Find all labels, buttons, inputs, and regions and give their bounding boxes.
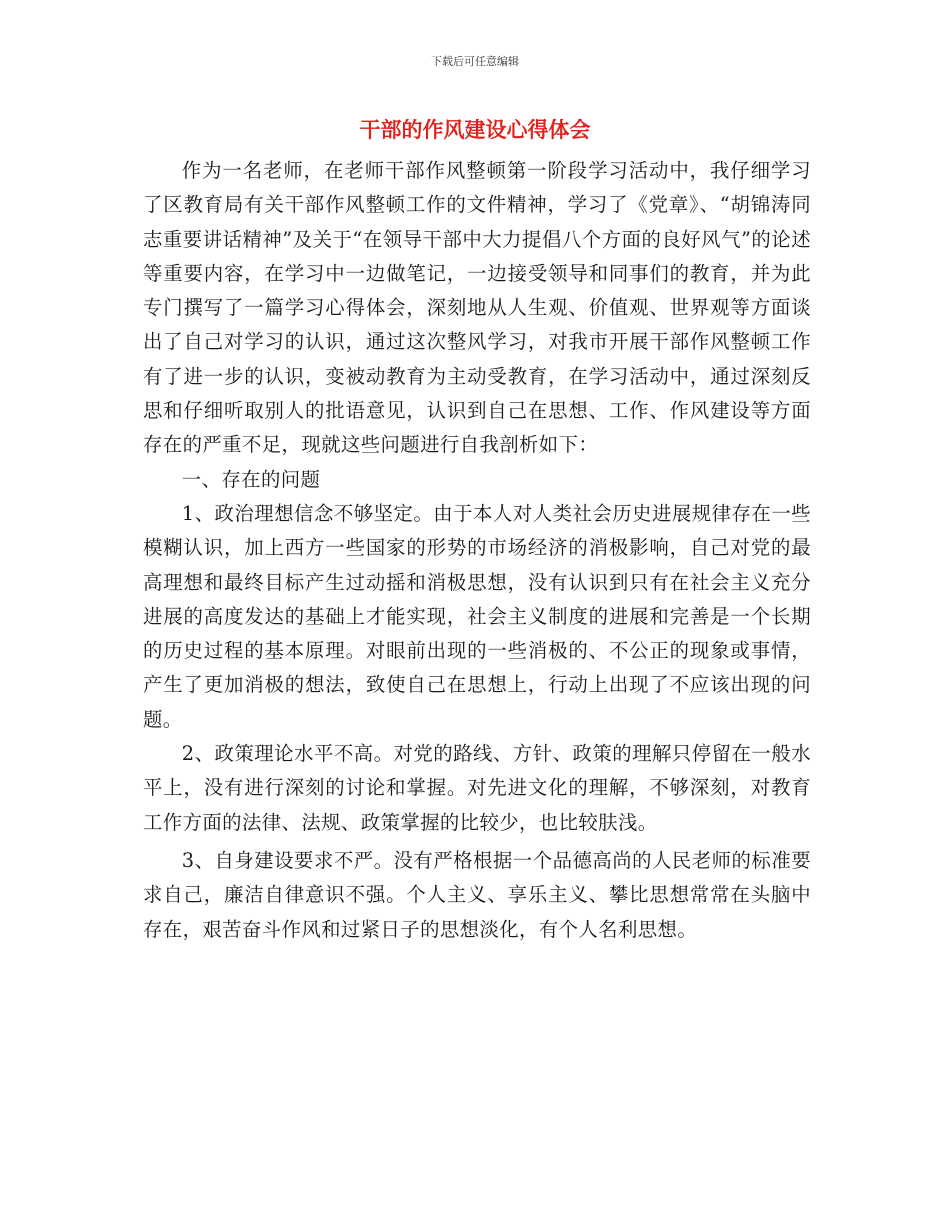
- document-body: [143, 154, 811, 947]
- paragraph-item-2: 2、政策理论水平不高。对党的路线、方针、政策的理解只停留在一般水平上，没有进行深刻的讨论和掌握。对先进文化的理解，不够深刻，对教育工作方面的法律、法规、政策掌握的比较少，也比较肤浅。: [143, 742, 811, 834]
- paragraph-item-3: 3、自身建设要求不严。没有严格根据一个品德高尚的人民老师的标准要求自己，廉洁自律意识不强。个人主义、享乐主义、攀比思想常常在头脑中存在，艰苦奋斗作风和过紧日子的思想淡化，有个人名利思想。: [143, 848, 811, 941]
- paragraph-intro: 作为一名老师，在老师干部作风整顿第一阶段学习活动中，我仔细学习了区教育局有关干部作风整顿工作的文件精神，学习了《党章》、“胡锦涛同志重要讲话精神”及关于“在领导干部中大力提倡八个方面的良好风气”的论述等重要内容，在学习中一边做笔记，一边接受领导和同事们的教育，并为此专门撰写了一篇学习心得体会，深刻地从人生观、价值观、世界观等方面谈出了自己对学习的认识，通过这次整风学习，对我市开展干部作风整顿工作有了进一步的认识，变被动教育为主动受教育，在学习活动中，通过深刻反思和仔细听取别人的批语意见，认识到自己在思想、工作、作风建设等方面存在的严重不足，现就这些问题进行自我剖析如下：: [143, 159, 811, 457]
- section-heading: 一、存在的问题: [181, 467, 321, 491]
- header-note: 下载后可任意编辑: [431, 55, 519, 68]
- document-title: 干部的作风建设心得体会: [359, 118, 591, 142]
- paragraph-item-1: 1、政治理想信念不够坚定。由于本人对人类社会历史进展规律存在一些模糊认识，加上西方一些国家的形势的市场经济的消极影响，自己对党的最高理想和最终目标产生过动摇和消极思想，没有认识到只有在社会主义充分进展的高度发达的基础上才能实现，社会主义制度的进展和完善是一个长期的历史过程的基本原理。对眼前出现的一些消极的、不公正的现象或事情，产生了更加消极的想法，致使自己在思想上，行动上出现了不应该出现的问题。: [143, 501, 811, 731]
